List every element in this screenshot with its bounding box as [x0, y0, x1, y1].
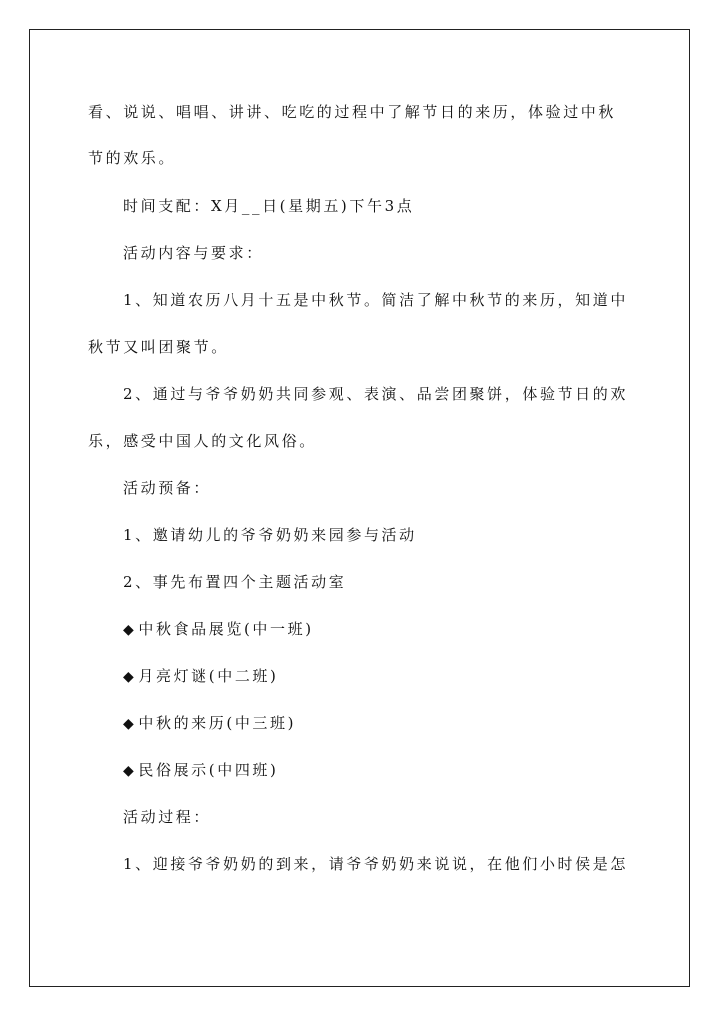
bullet-item-2-text: 月亮灯谜(中二班): [138, 667, 279, 685]
diamond-bullet-icon: ◆: [123, 622, 137, 638]
diamond-bullet-icon: ◆: [123, 669, 137, 685]
text-line-6: 秋节又叫团聚节。: [88, 338, 229, 356]
section-heading-process: 活动过程：: [123, 808, 212, 826]
text-line-17: 1、迎接爷爷奶奶的到来，请爷爷奶奶来说说，在他们小时侯是怎: [123, 855, 628, 873]
text-line-11: 2、事先布置四个主题活动室: [123, 573, 347, 591]
bullet-item-1-text: 中秋食品展览(中一班): [138, 620, 314, 638]
text-line-5: 1、知道农历八月十五是中秋节。简洁了解中秋节的来历，知道中: [123, 291, 628, 309]
section-heading-preparation: 活动预备：: [123, 479, 212, 497]
bullet-item-3: [123, 713, 296, 734]
bullet-item-2: [123, 666, 278, 687]
bullet-item-4-text: 民俗展示(中四班): [138, 761, 279, 779]
text-line-7: 2、通过与爷爷奶奶共同参观、表演、品尝团聚饼，体验节日的欢: [123, 385, 628, 403]
text-line-10: 1、邀请幼儿的爷爷奶奶来园参与活动: [123, 526, 417, 544]
text-line-8: 乐，感受中国人的文化风俗。: [88, 432, 317, 450]
section-heading-content: 活动内容与要求：: [123, 244, 264, 262]
diamond-bullet-icon: ◆: [123, 716, 137, 732]
bullet-item-1: [123, 619, 314, 640]
bullet-item-3-text: 中秋的来历(中三班): [138, 714, 297, 732]
schedule-line: 时间支配：X月__日(星期五)下午3点: [123, 197, 415, 215]
page-frame: [29, 29, 690, 987]
diamond-bullet-icon: ◆: [123, 763, 137, 779]
text-line-2: 节的欢乐。: [88, 149, 177, 167]
text-line-1: 看、说说、唱唱、讲讲、吃吃的过程中了解节日的来历，体验过中秋: [88, 103, 617, 121]
bullet-item-4: [123, 760, 278, 781]
